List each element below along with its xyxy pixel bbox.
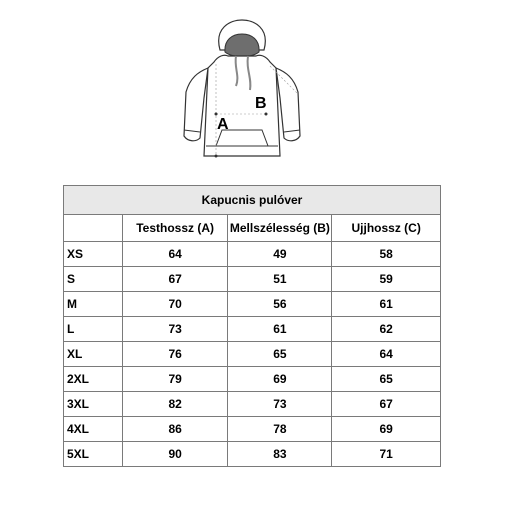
header-body-length: Testhossz (A) [122, 215, 228, 242]
table-row [64, 292, 441, 317]
cell-sleeve-length: 58 [332, 242, 441, 267]
cell-size: 5XL [64, 442, 123, 467]
cell-sleeve-length: 71 [332, 442, 441, 467]
cell-chest-width: 83 [228, 442, 332, 467]
cell-chest-width: 61 [228, 317, 332, 342]
cell-body-length: 90 [122, 442, 228, 467]
cell-size: M [64, 292, 123, 317]
table-row [64, 392, 441, 417]
cell-size: XS [64, 242, 123, 267]
hoodie-left-sleeve [184, 68, 208, 141]
measure-point [215, 155, 218, 158]
hoodie-hood-lining [225, 34, 259, 57]
table-row [64, 442, 441, 467]
cell-chest-width: 51 [228, 267, 332, 292]
header-size [64, 215, 123, 242]
table-row [64, 242, 441, 267]
cell-size: 3XL [64, 392, 123, 417]
cell-chest-width: 49 [228, 242, 332, 267]
cell-chest-width: 65 [228, 342, 332, 367]
size-table [63, 185, 441, 467]
cell-sleeve-length: 64 [332, 342, 441, 367]
cell-sleeve-length: 69 [332, 417, 441, 442]
cell-chest-width: 73 [228, 392, 332, 417]
measure-label-b: B [255, 95, 267, 112]
cell-sleeve-length: 59 [332, 267, 441, 292]
table-row [64, 417, 441, 442]
cell-body-length: 86 [122, 417, 228, 442]
table-row [64, 367, 441, 392]
cell-body-length: 64 [122, 242, 228, 267]
cell-sleeve-length: 61 [332, 292, 441, 317]
hoodie-right-sleeve [276, 68, 300, 141]
cell-size: L [64, 317, 123, 342]
cell-body-length: 73 [122, 317, 228, 342]
header-chest-width: Mellszélesség (B) [228, 215, 332, 242]
cell-body-length: 82 [122, 392, 228, 417]
cell-size: XL [64, 342, 123, 367]
cell-body-length: 76 [122, 342, 228, 367]
cell-sleeve-length: 62 [332, 317, 441, 342]
cell-chest-width: 78 [228, 417, 332, 442]
measure-point [265, 113, 268, 116]
table-row [64, 342, 441, 367]
cell-body-length: 79 [122, 367, 228, 392]
cell-size: 4XL [64, 417, 123, 442]
measure-label-a: A [217, 116, 229, 133]
cell-sleeve-length: 67 [332, 392, 441, 417]
cell-chest-width: 69 [228, 367, 332, 392]
table-row [64, 267, 441, 292]
header-sleeve-length: Ujjhossz (C) [332, 215, 441, 242]
cell-body-length: 67 [122, 267, 228, 292]
cell-size: 2XL [64, 367, 123, 392]
table-title: Kapucnis pulóver [64, 186, 441, 215]
table-header-row [64, 215, 441, 242]
table-row [64, 317, 441, 342]
cell-chest-width: 56 [228, 292, 332, 317]
cell-size: S [64, 267, 123, 292]
cell-sleeve-length: 65 [332, 367, 441, 392]
cell-body-length: 70 [122, 292, 228, 317]
hoodie-illustration [180, 18, 304, 168]
